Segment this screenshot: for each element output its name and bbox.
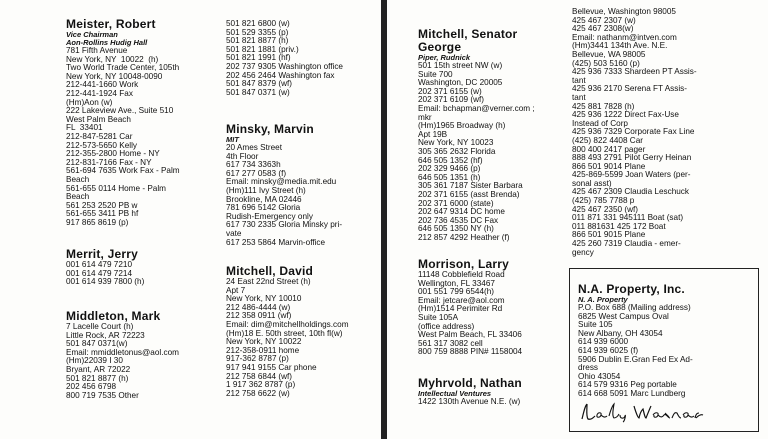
detail-line: Little Rock, AR 72223 bbox=[66, 330, 145, 340]
detail-line: sonal asst) bbox=[572, 178, 612, 188]
detail-line: (Hm)3441 134th Ave. N.E. bbox=[572, 41, 668, 51]
detail-line: gency bbox=[572, 247, 594, 257]
entry-name: Merrit, Jerry bbox=[66, 247, 138, 261]
detail-line: 425-869-5599 Joan Waters (per- bbox=[572, 170, 691, 180]
detail-line: 501 821 8877 (h) bbox=[226, 36, 289, 46]
detail-line: 212-847-5281 Car bbox=[66, 131, 133, 141]
detail-line: 001 614 939 7800 (h) bbox=[66, 277, 145, 287]
detail-line: 1 917 362 8787 (p) bbox=[226, 380, 296, 390]
detail-line: 212-831-7166 Fax - NY bbox=[66, 157, 152, 167]
detail-line: 1422 130th Avenue N.E. (w) bbox=[418, 397, 521, 406]
detail-line: 305 365 2632 Florida bbox=[418, 146, 496, 156]
detail-line: (office address) bbox=[418, 321, 475, 331]
detail-line: 212-441-1660 Work bbox=[66, 80, 139, 90]
book-spine bbox=[381, 0, 387, 439]
entry-meister bbox=[66, 18, 226, 227]
entry-details bbox=[578, 304, 754, 399]
entry-details bbox=[418, 62, 568, 242]
detail-line: 888 493 2791 Pilot Gerry Heinan bbox=[572, 153, 692, 163]
detail-line: 614 668 5091 Marc Lundberg bbox=[578, 388, 686, 398]
entry-details bbox=[66, 261, 226, 287]
detail-line: 212 358 0911 (wf) bbox=[226, 311, 292, 321]
entry-name: Mitchell, David bbox=[226, 264, 314, 278]
detail-line: 001 551 799 6544(h) bbox=[418, 287, 495, 297]
detail-line: Beach bbox=[66, 174, 90, 184]
detail-line: 866 501 9014 Plane bbox=[572, 161, 646, 171]
detail-line: 425 881 7828 (h) bbox=[572, 101, 635, 111]
entry-morrison bbox=[418, 258, 568, 357]
detail-line: 800 759 8888 PIN# 1158004 bbox=[418, 347, 523, 357]
entry-company: MIT bbox=[226, 135, 239, 144]
detail-line: 011 871 331 945111 Boat (sat) bbox=[572, 213, 684, 223]
detail-line: 501 821 8877 (h) bbox=[66, 373, 129, 383]
entry-details bbox=[572, 8, 762, 257]
detail-line: 425 467 2350 (wf) bbox=[572, 204, 638, 214]
entry-minsky bbox=[226, 123, 376, 247]
detail-line: 781 Fifth Avenue bbox=[66, 46, 128, 55]
detail-line: 212 857 4292 Heather (f) bbox=[418, 232, 510, 242]
detail-line: Email: bchapman@verner.com ; bbox=[418, 103, 535, 113]
detail-line: 24 East 22nd Street (h) bbox=[226, 277, 311, 286]
detail-line: 425 936 1222 Direct Fax-Use bbox=[572, 110, 679, 120]
detail-line: Suite 105A bbox=[418, 312, 459, 322]
detail-line: 7 Lacelle Court (h) bbox=[66, 322, 134, 331]
entry-name: Myhrvold, Nathan bbox=[418, 376, 522, 390]
detail-line: 212 486-4444 (w) bbox=[226, 302, 291, 312]
detail-line: Wellington, FL 33467 bbox=[418, 278, 495, 288]
detail-line: 202 456 2464 Washington fax bbox=[226, 70, 335, 80]
entry-name: Morrison, Larry bbox=[418, 257, 510, 271]
detail-line: 800 719 7535 Other bbox=[66, 390, 139, 400]
detail-line: 614 579 9316 Peg portable bbox=[578, 380, 677, 390]
entry-company: Piper, Rudnick bbox=[418, 53, 471, 62]
detail-line: 501 847 0371 (w) bbox=[226, 87, 290, 97]
detail-line: 4th Floor bbox=[226, 151, 259, 161]
detail-line: 202 456 6798 bbox=[66, 382, 117, 392]
entry-details bbox=[226, 278, 376, 398]
detail-line: 561-655 0114 Home - Palm bbox=[66, 183, 166, 193]
detail-line: Suite 105 bbox=[578, 320, 613, 330]
entry-details bbox=[226, 20, 376, 97]
detail-line: 212-355-2800 Home - NY bbox=[66, 149, 160, 159]
detail-line: 20 Ames Street bbox=[226, 143, 282, 152]
detail-line: 617 253 5864 Marvin-office bbox=[226, 237, 326, 247]
detail-line: vate bbox=[226, 228, 242, 238]
detail-line: 501 847 0371(w) bbox=[66, 339, 128, 349]
detail-line: 646 505 1350 NY (h) bbox=[418, 224, 494, 234]
detail-line: 001 614 479 7214 bbox=[66, 268, 133, 278]
detail-line: 425 467 2308(w) bbox=[572, 24, 634, 34]
detail-line: 501 529 3355 (p) bbox=[226, 27, 289, 37]
detail-line: Email: dim@mitchellholdings.com bbox=[226, 319, 349, 329]
detail-line: 425 467 2307 (w) bbox=[572, 15, 636, 25]
detail-line: Bellevue, WA 98005 bbox=[572, 49, 646, 59]
detail-line: Email: minsky@media.mit.edu bbox=[226, 177, 337, 187]
detail-line: 614 939 6000 bbox=[578, 337, 629, 347]
detail-line: 781 696 5142 Gloria bbox=[226, 203, 301, 213]
detail-line: 6825 West Campus Oval bbox=[578, 311, 669, 321]
detail-line: 617 730 2335 Gloria Minsky pri- bbox=[226, 220, 343, 230]
detail-line: 917-362 8787 (p) bbox=[226, 354, 289, 364]
detail-line: Rudish-Emergency only bbox=[226, 211, 313, 221]
detail-line: 202 647 9314 DC home bbox=[418, 207, 505, 217]
entry-details bbox=[418, 271, 568, 357]
detail-line: dress bbox=[578, 363, 599, 373]
entry-details bbox=[418, 398, 568, 407]
entry-name: Meister, Robert bbox=[66, 17, 156, 31]
detail-line: New Albany, OH 43054 bbox=[578, 328, 663, 338]
detail-line: P.O. Box 688 (Mailing address) bbox=[578, 303, 691, 312]
detail-line: Two World Trade Center, 105th bbox=[66, 63, 180, 73]
detail-line: 614 939 6025 (f) bbox=[578, 345, 639, 355]
detail-line: (Hm)22039 I 30 bbox=[66, 356, 123, 366]
detail-line: 646 505 1352 (hf) bbox=[418, 155, 483, 165]
detail-line: (Hm)1514 Perimiter Rd bbox=[418, 304, 503, 314]
entry-name: Middleton, Mark bbox=[66, 309, 161, 323]
detail-line: New York, NY 10023 bbox=[418, 138, 494, 148]
detail-line: (Hm)111 Ivy Street (h) bbox=[226, 185, 306, 195]
entry-company: Aon-Rollins Hudig Hall bbox=[66, 38, 148, 47]
entry-mitchell-george bbox=[418, 28, 568, 242]
detail-line: 202 371 6000 (state) bbox=[418, 198, 494, 208]
detail-line: Email: jetcare@aol.com bbox=[418, 295, 505, 305]
detail-line: 5906 Dublin E.Gran Fed Ex Ad- bbox=[578, 354, 693, 364]
detail-line: 501 821 1881 (priv.) bbox=[226, 44, 299, 54]
entry-details bbox=[66, 47, 226, 227]
detail-line: 501 821 1991 (hf) bbox=[226, 53, 291, 63]
detail-line: West Palm Beach, FL 33406 bbox=[418, 330, 522, 340]
entry-na-property bbox=[578, 283, 754, 399]
detail-line: Ohio 43054 bbox=[578, 371, 621, 381]
detail-line: 561-655 3411 PB hf bbox=[66, 209, 139, 219]
detail-line: Brookline, MA 02446 bbox=[226, 194, 302, 204]
detail-line: Apt 7 bbox=[226, 285, 246, 295]
entry-name: Mitchell, Senator George bbox=[418, 27, 518, 54]
detail-line: 202 737 9305 Washington office bbox=[226, 61, 343, 71]
detail-line: 425 260 7319 Claudia - emer- bbox=[572, 239, 681, 249]
detail-line: (Hm)18 E. 50th street, 10th fl(w) bbox=[226, 328, 343, 338]
entry-name: Minsky, Marvin bbox=[226, 122, 314, 136]
detail-line: 202 736 4535 DC Fax bbox=[418, 215, 499, 225]
detail-line: tant bbox=[572, 92, 586, 102]
detail-line: mkr bbox=[418, 112, 432, 122]
detail-line: West Palm Beach bbox=[66, 114, 131, 124]
detail-line: 425 936 2170 Serena FT Assis- bbox=[572, 84, 687, 94]
entry-merrit bbox=[66, 248, 226, 287]
entry-company: N. A. Property bbox=[578, 295, 628, 304]
detail-line: Washington, DC 20005 bbox=[418, 78, 503, 88]
detail-line: (Hm)Aon (w) bbox=[66, 97, 113, 107]
entry-title: Vice Chairman bbox=[66, 30, 118, 39]
handwritten-signature bbox=[578, 401, 746, 423]
detail-line: (425) 822 4408 Car bbox=[572, 135, 644, 145]
detail-line: tant bbox=[572, 75, 586, 85]
detail-line: 222 Lakeview Ave., Suite 510 bbox=[66, 106, 174, 116]
detail-line: 305 361 7187 Sister Barbara bbox=[418, 181, 523, 191]
detail-line: 425 936 7333 Shardeen PT Assis- bbox=[572, 67, 697, 77]
detail-line: Apt 19B bbox=[418, 129, 448, 139]
detail-line: 425 467 2309 Claudia Leschuck bbox=[572, 187, 689, 197]
detail-line: 11148 Cobblefield Road bbox=[418, 270, 505, 279]
detail-line: New York, NY 10022 bbox=[226, 337, 302, 347]
detail-line: 617 734 3363h bbox=[226, 160, 281, 170]
detail-line: 212 758 6844 (wf) bbox=[226, 371, 292, 381]
detail-line: 202 329 9466 (p) bbox=[418, 164, 481, 174]
detail-line: 202 371 6155 (asst Brenda) bbox=[418, 189, 520, 199]
entry-myhrvold bbox=[418, 377, 568, 407]
detail-line: 501 821 6800 (w) bbox=[226, 19, 290, 28]
detail-line: 617 277 0583 (f) bbox=[226, 168, 287, 178]
detail-line: 202 371 6155 (w) bbox=[418, 86, 482, 96]
detail-line: 001 614 479 7210 bbox=[66, 260, 133, 269]
detail-line: New York, NY 10022 (h) bbox=[66, 54, 159, 64]
detail-line: 917 865 8619 (p) bbox=[66, 217, 129, 227]
detail-line: 501 847 8379 (wf) bbox=[226, 79, 292, 89]
detail-line: Bryant, AR 72022 bbox=[66, 364, 131, 374]
detail-line: 202 371 6109 (wf) bbox=[418, 95, 484, 105]
entry-middleton bbox=[66, 310, 226, 400]
detail-line: (425) 785 7788 p bbox=[572, 196, 635, 206]
detail-line: 917 941 9155 Car phone bbox=[226, 362, 317, 372]
detail-line: 212 758 6622 (w) bbox=[226, 388, 290, 398]
detail-line: 561 317 3082 cell bbox=[418, 338, 483, 348]
detail-line: (425) 503 5160 (p) bbox=[572, 58, 640, 68]
detail-line: (Hm)1965 Broadway (h) bbox=[418, 121, 506, 131]
entry-details bbox=[66, 323, 226, 400]
entry-na-property-box bbox=[569, 268, 759, 432]
detail-line: 646 505 1351 (h) bbox=[418, 172, 481, 182]
detail-line: Beach bbox=[66, 192, 90, 202]
detail-line: New York, NY 10010 bbox=[226, 294, 302, 304]
detail-line: Email: mmiddletonus@aol.com bbox=[66, 347, 179, 357]
entry-mitchell-david bbox=[226, 265, 376, 398]
detail-line: FL 33401 bbox=[66, 123, 103, 133]
entry-meister-continued bbox=[226, 20, 376, 97]
detail-line: 212-573-5650 Kelly bbox=[66, 140, 138, 150]
detail-line: New York, NY 10048-0090 bbox=[66, 71, 163, 81]
detail-line: 501 15th street NW (w) bbox=[418, 61, 503, 70]
detail-line: 561-694 7635 Work Fax - Palm bbox=[66, 166, 180, 176]
entry-details bbox=[226, 144, 376, 247]
detail-line: 425 936 7329 Corporate Fax Line bbox=[572, 127, 695, 137]
detail-line: 011 881631 425 172 Boat bbox=[572, 221, 666, 231]
detail-line: 561 253 2520 PB w bbox=[66, 200, 138, 210]
detail-line: 800 400 2417 pager bbox=[572, 144, 646, 154]
entry-company: Intellectual Ventures bbox=[418, 389, 492, 398]
detail-line: Email: nathanm@intven.com bbox=[572, 32, 677, 42]
detail-line: Bellevue, Washington 98005 bbox=[572, 7, 676, 16]
entry-myhrvold-continued bbox=[572, 8, 762, 257]
entry-name: N.A. Property, Inc. bbox=[578, 282, 685, 296]
detail-line: 212-358-0911 home bbox=[226, 345, 300, 355]
detail-line: 866 501 9015 Plane bbox=[572, 230, 646, 240]
detail-line: 212-441-1924 Fax bbox=[66, 88, 133, 98]
detail-line: Suite 700 bbox=[418, 69, 453, 79]
detail-line: Instead of Corp bbox=[572, 118, 628, 128]
